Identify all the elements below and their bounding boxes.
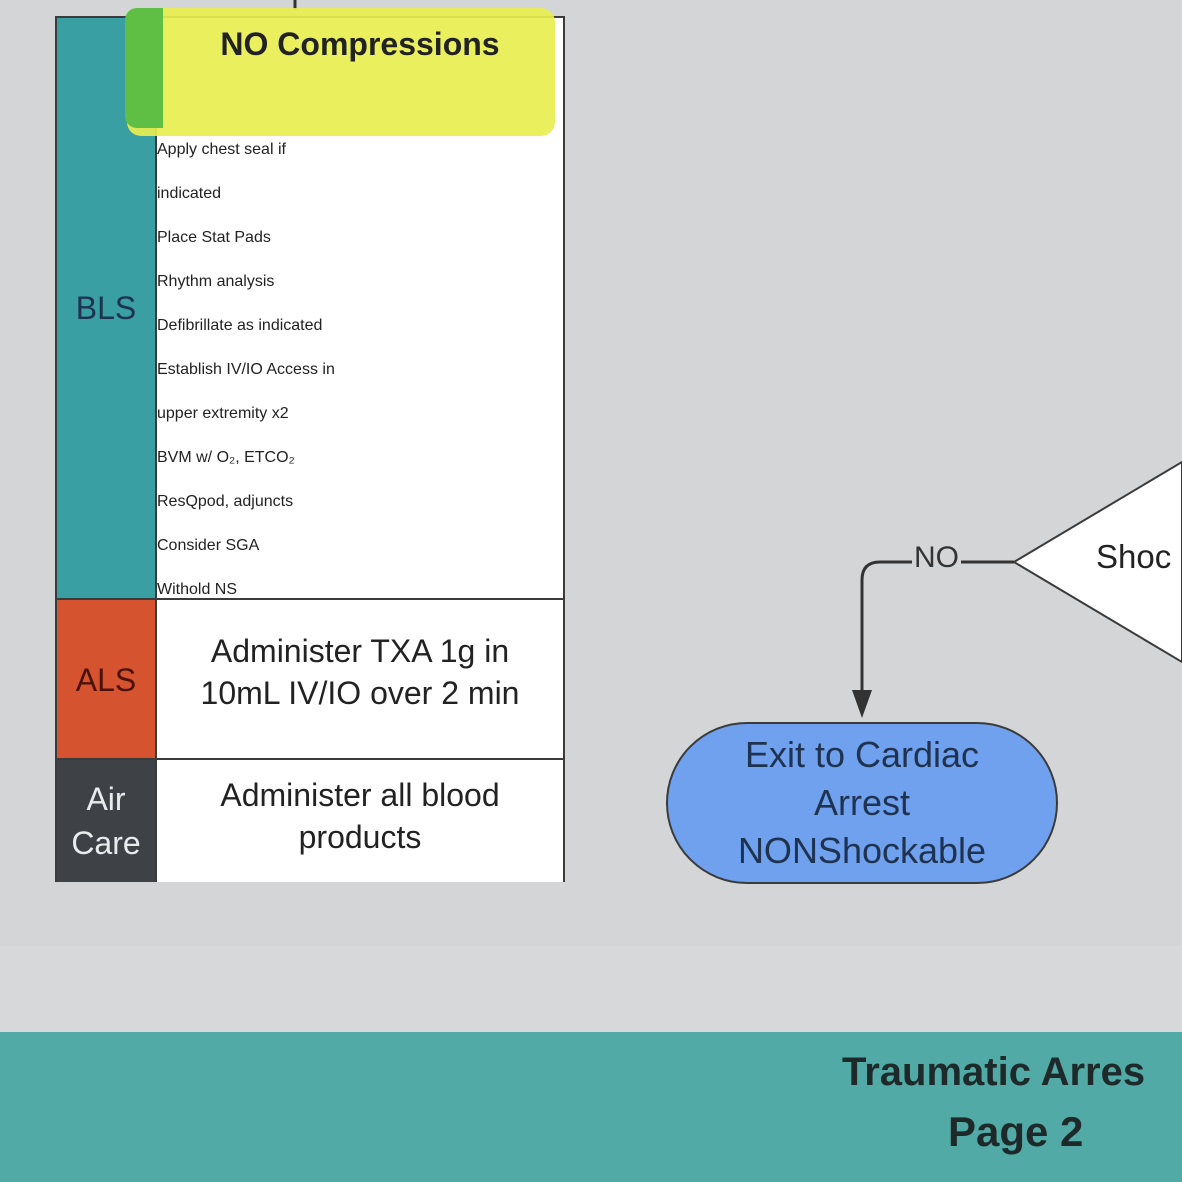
aircare-label-line: Care — [71, 825, 141, 861]
als-step: Administer TXA 1g in — [210, 633, 510, 669]
aircare-step: Administer all blood — [220, 777, 500, 813]
bls-step: Withold NS — [157, 581, 238, 598]
footer-page-number: Page 2 — [948, 1108, 1084, 1155]
aircare-label-line: Air — [86, 781, 126, 817]
bls-step: ResQpod, adjuncts — [157, 493, 294, 510]
aircare-steps-list — [157, 774, 563, 858]
footer-title: Traumatic Arres — [842, 1050, 1146, 1094]
als-steps-list — [157, 630, 563, 714]
treatment-table — [55, 16, 565, 882]
bls-step: BVM w/ O₂, ETCO₂ — [157, 449, 295, 466]
als-step: 10mL IV/IO over 2 min — [200, 675, 520, 711]
als-content — [155, 600, 563, 760]
aircare-step: products — [298, 819, 422, 855]
bls-step: indicated — [157, 185, 222, 202]
als-row — [57, 598, 563, 760]
no-compressions-header: NO Compressions — [220, 26, 500, 62]
no-branch-connector — [862, 562, 1014, 692]
aircare-row — [57, 758, 563, 882]
page-footer — [0, 1032, 1182, 1182]
exit-node-line: Arrest — [813, 782, 910, 823]
bls-steps-list — [157, 128, 563, 612]
bls-step: Defibrillate as indicated — [157, 317, 323, 334]
exit-node-line: Exit to Cardiac — [744, 734, 980, 775]
bls-step: Rhythm analysis — [157, 273, 275, 290]
bls-step: Consider SGA — [157, 537, 260, 554]
aircare-label — [57, 760, 155, 882]
als-label: ALS — [57, 600, 155, 760]
exit-cardiac-arrest-nonshockable-node[interactable] — [666, 722, 1058, 884]
bls-label: BLS — [57, 18, 155, 598]
no-branch-label: NO — [914, 541, 959, 574]
bls-step: Place Stat Pads — [157, 229, 271, 246]
no-branch-arrowhead — [852, 690, 872, 718]
aircare-content — [155, 760, 563, 882]
bls-step: Apply chest seal if — [157, 141, 286, 158]
exit-node-line: NONShockable — [737, 830, 987, 871]
page-separator-band — [0, 946, 1182, 1032]
bls-step: upper extremity x2 — [157, 405, 289, 422]
bls-row — [57, 18, 563, 598]
bls-step: Establish IV/IO Access in — [157, 361, 335, 378]
shockable-decision-text: Shoc — [1096, 538, 1172, 575]
